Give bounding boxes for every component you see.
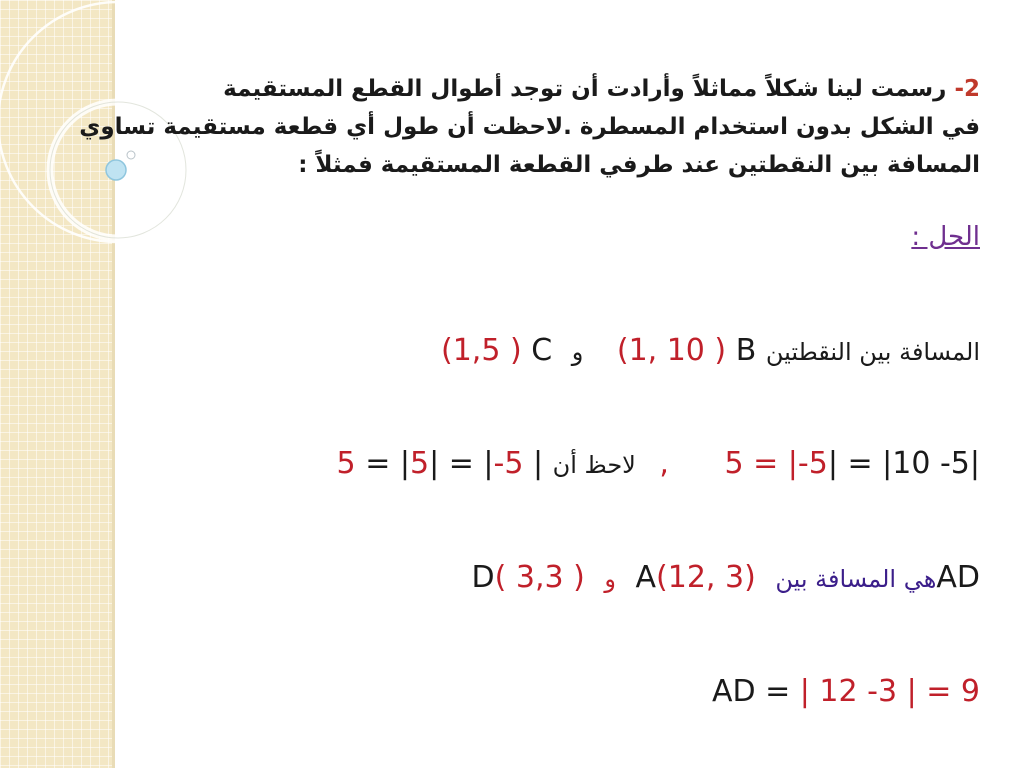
problem-statement [79, 70, 980, 184]
distance-text: المسافة بين النقطتين [765, 338, 980, 366]
result-lhs: AD = [711, 674, 800, 709]
problem-number: 2- [954, 76, 980, 102]
segment-ad-label: AD [936, 560, 980, 595]
and-text-2: و [604, 565, 616, 593]
eq1-neg: -5 [797, 446, 828, 481]
point-b-coords: (1, 10 ) [616, 333, 727, 368]
distance-line-b-c [441, 333, 980, 368]
point-a-label: A [635, 560, 657, 595]
eq2-neg5: -5 [493, 446, 524, 481]
result-line [712, 674, 980, 709]
eq1-result: 5 = | [724, 446, 798, 481]
point-b-label: B [735, 333, 757, 368]
eq2-five: 5 [336, 446, 356, 481]
point-c-coords: (1,5 ) [441, 333, 522, 368]
point-d-label: D [471, 560, 495, 595]
eq2-eq: = | [365, 446, 410, 481]
absolute-value-line [337, 446, 980, 481]
eq1-mid: | = | [827, 446, 893, 481]
problem-line-3: المسافة بين النقطتين عند طرفي القطعة المستقيمة فمثلاً : [298, 152, 980, 178]
solution-label: الحل : [911, 222, 980, 252]
eq2-end: | [532, 446, 544, 481]
problem-line-2: في الشكل بدون استخدام المسطرة .لاحظت أن طول أي قطعة مستقيمة تساوي [79, 114, 980, 140]
comma: , [659, 446, 669, 481]
eq2-mid: | = | [429, 446, 494, 481]
distance-between-text: هي المسافة بين [775, 565, 937, 593]
problem-line-1: رسمت لينا شكلاً مماثلاً وأرادت أن توجد أطوال القطع المستقيمة [223, 76, 947, 102]
eq1-expr: 10 -5 [892, 446, 970, 481]
point-c-label: C [531, 333, 553, 368]
eq1-end: | [969, 446, 980, 481]
distance-line-a-d [472, 560, 980, 595]
eq2-abs5: 5 [409, 446, 430, 481]
note-text: لاحظ أن [552, 451, 636, 479]
point-d-coords: ( 3,3 ) [494, 560, 585, 595]
point-a-coords: (12, 3) [656, 560, 756, 595]
and-text: و [571, 338, 584, 366]
result-expression: | 12 -3 | = 9 [799, 674, 980, 709]
